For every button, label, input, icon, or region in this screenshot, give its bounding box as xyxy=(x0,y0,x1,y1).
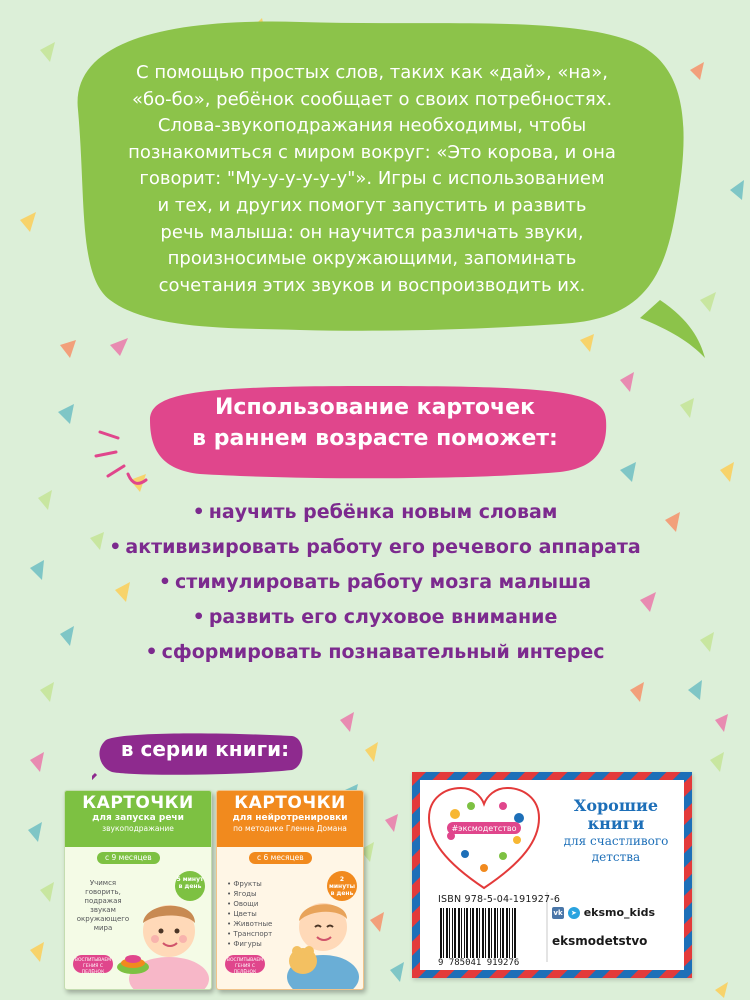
barcode-bar xyxy=(443,908,444,958)
book-header xyxy=(217,791,363,847)
barcode-bar xyxy=(479,908,480,958)
intro-line: речь малыша: он научится различать звуки, xyxy=(160,221,584,243)
barcode-bar xyxy=(470,908,471,958)
barcode-bar xyxy=(502,908,504,958)
barcode-bar xyxy=(472,908,474,958)
heading-line: в раннем возрасте поможет: xyxy=(192,426,558,451)
benefit-text: стимулировать работу мозга малыша xyxy=(175,571,592,593)
book-age: с 9 месяцев xyxy=(97,852,160,864)
barcode-bar xyxy=(488,908,490,958)
topic-item: • Транспорт xyxy=(227,930,273,938)
slogan-line: Хорошие xyxy=(573,796,659,815)
social-handle[interactable] xyxy=(552,906,655,919)
intro-line: С помощью простых слов, таких как «дай», «на», xyxy=(136,62,608,83)
book-seal xyxy=(225,955,265,973)
baby-with-toy-illustration xyxy=(273,877,363,989)
topic-item: • Животные xyxy=(227,920,273,928)
topic-text: Транспорт xyxy=(233,930,273,938)
barcode-bar xyxy=(461,908,462,958)
barcode xyxy=(438,908,542,958)
benefit-text: научить ребёнка новым словам xyxy=(208,501,558,523)
seal-text: ВОСПИТЫВАЕМ ГЕНИЯ С ПЕЛЁНОК xyxy=(226,958,264,975)
series-label: в серии книги: xyxy=(120,737,290,761)
topic-text: Фрукты xyxy=(233,880,262,888)
book-subtitle-2: по методике Гленна Домана xyxy=(233,824,347,833)
topic-item: • Овощи xyxy=(227,900,259,908)
barcode-bar xyxy=(509,908,510,958)
benefits-heading xyxy=(160,392,590,454)
topic-text: Животные xyxy=(233,920,273,928)
benefit-item xyxy=(0,635,750,670)
slogan-line: книги xyxy=(587,814,645,833)
intro-line: произносимые окружающими, запоминать xyxy=(167,248,577,270)
book-subtitle: для запуска речи xyxy=(92,813,184,823)
barcode-bar xyxy=(494,908,496,958)
book-cover-neuro[interactable] xyxy=(216,790,364,990)
intro-line: говорит: "Му-у-у-у-у-у"». Игры с использованием xyxy=(139,168,605,190)
isbn-text: ISBN 978-5-04-191927-6 xyxy=(438,894,561,905)
barcode-bar xyxy=(452,908,453,958)
benefit-text: активизировать работу его речевого аппарата xyxy=(125,536,641,558)
barcode-bar xyxy=(446,908,448,958)
benefit-text: сформировать познавательный интерес xyxy=(161,641,605,663)
barcode-bar xyxy=(497,908,498,958)
heart-logo xyxy=(425,784,543,892)
benefit-text: развить его слуховое внимание xyxy=(208,606,558,628)
benefit-item xyxy=(0,600,750,635)
intro-line: сочетания этих звуков и воспроизводить их. xyxy=(158,274,586,296)
telegram-icon: ➤ xyxy=(568,907,580,919)
barcode-bar xyxy=(440,908,442,958)
intro-line: «бо-бо», ребёнок сообщает о своих потребностях. xyxy=(131,88,613,110)
book-subtitle-2: звукоподражание xyxy=(102,824,174,833)
publisher-slogan xyxy=(546,797,686,865)
bullet-icon: • xyxy=(109,536,122,558)
barcode-bar xyxy=(500,908,501,958)
topic-item: • Фигуры xyxy=(227,940,262,948)
bullet-icon: • xyxy=(158,571,172,593)
barcode-bar xyxy=(514,908,516,958)
social-handle-text: eksmo_kids xyxy=(583,906,656,919)
bullet-icon: • xyxy=(192,501,205,523)
barcode-bar xyxy=(485,908,486,958)
benefits-list xyxy=(0,495,750,670)
badge-text: 5 минут в день xyxy=(176,876,204,890)
benefit-item xyxy=(0,565,750,600)
baby-illustration xyxy=(111,879,211,989)
seal-text: ВОСПИТЫВАЕМ ГЕНИЯ С ПЕЛЁНОК xyxy=(74,958,112,975)
book-cover-speech[interactable] xyxy=(64,790,212,990)
barcode-bar xyxy=(491,908,492,958)
topic-item: • Фрукты xyxy=(227,880,262,888)
heart-tag: #эксмодетство xyxy=(451,824,517,833)
site-handle[interactable]: eksmodetstvo xyxy=(552,934,648,948)
bullet-icon: • xyxy=(192,606,205,628)
barcode-bar xyxy=(454,908,456,958)
book-subtitle: для нейротренировки xyxy=(232,813,348,823)
barcode-bar xyxy=(512,908,513,958)
book-header xyxy=(65,791,211,847)
topic-item: • Цветы xyxy=(227,910,257,918)
book-title: КАРТОЧКИ xyxy=(234,793,346,813)
topic-item: • Ягоды xyxy=(227,890,257,898)
topic-text: Цветы xyxy=(233,910,257,918)
heading-line: Использование карточек xyxy=(215,395,535,420)
benefit-item xyxy=(0,530,750,565)
book-age: с 6 месяцев xyxy=(249,852,312,864)
book-title: КАРТОЧКИ xyxy=(82,793,194,813)
slogan-line: для счастливого детства xyxy=(563,834,669,864)
book-seal xyxy=(73,955,113,973)
barcode-bar xyxy=(476,908,478,958)
bullet-icon: • xyxy=(145,641,158,663)
intro-line: Слова-звукоподражания необходимы, чтобы xyxy=(157,115,587,137)
topic-text: Ягоды xyxy=(233,890,257,898)
barcode-bar xyxy=(466,908,468,958)
intro-line: и тех, и других помогут запустить и развить xyxy=(157,194,587,216)
intro-line: познакомиться с миром вокруг: «Это корова, и она xyxy=(128,141,616,163)
topic-text: Фигуры xyxy=(233,940,262,948)
badge-text: 2 минуты в день xyxy=(328,876,356,897)
barcode-bar xyxy=(506,908,508,958)
barcode-bar xyxy=(464,908,465,958)
vk-icon: vk xyxy=(553,909,563,917)
benefit-item xyxy=(0,495,750,530)
barcode-digits: 9 785041 919276 xyxy=(438,958,520,968)
intro-paragraph xyxy=(102,60,642,299)
barcode-bar xyxy=(449,908,450,958)
topic-text: Овощи xyxy=(233,900,259,908)
barcode-bar xyxy=(458,908,460,958)
barcode-bar xyxy=(482,908,484,958)
book-description: Учимся говорить, подражая звукам окружающего мира xyxy=(76,879,130,932)
